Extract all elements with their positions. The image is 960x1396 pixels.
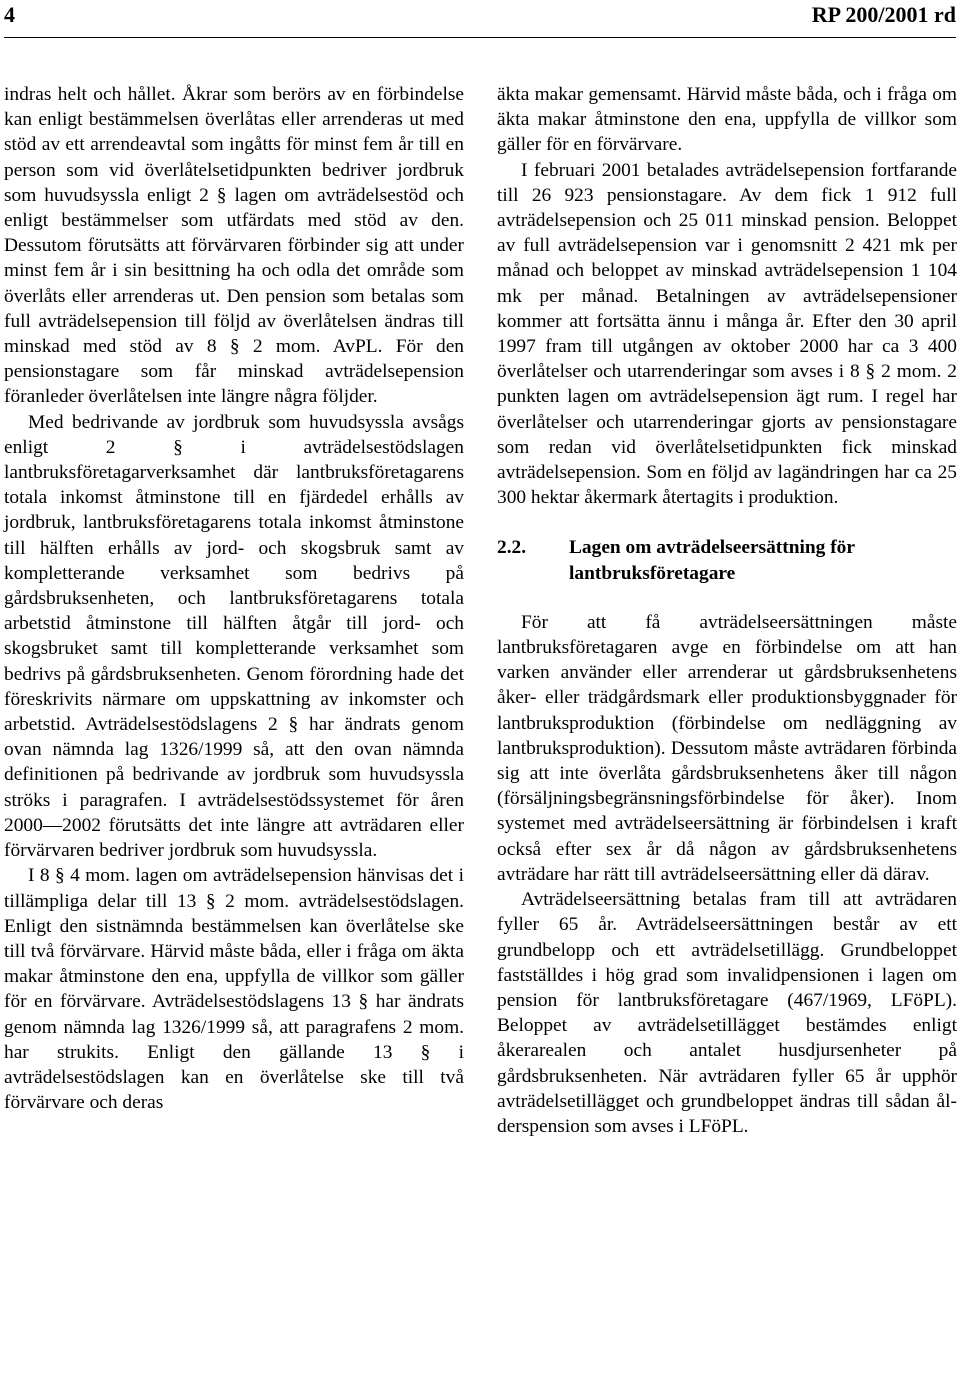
document-title: RP 200/2001 rd (811, 2, 956, 27)
section-title: Lagen om avträdelseersättning för lantbruksföretagare (569, 537, 855, 584)
body-paragraph: indras helt och hållet. Åkrar som berörs av en förbindelse kan enligt bestämmelsen överlåtas eller arrenderas ut med stöd av ett arrendeavtal som ingåtts för minst fem år till en person som vid överlåtelsetidpunkten bedriver jordbruk som huvudsyssla enligt 2 § lagen om avträdelsestöd och enligt bestämmelser som utfärdats med stöd av den. Dessutom förutsätts att förvärvaren förbinder sig att under minst fem år i sin besittning ha och odla det område som överlåts eller arrenderas ut. Den pension som betalas som full avträdelsepension till följd av överlåtelsen ändras till minskad med stöd av 8 § 2 mom. AvPL. För den pensionstagare som får minskad avträdelsepension föranleder överlåtelsen inte längre några följder. (4, 84, 464, 408)
section-number: 2.2. (497, 537, 527, 559)
body-paragraph: I 8 § 4 mom. lagen om avträdelsepension hänvisas det i tillämpliga delar till 13 § 2 mom. avträdelsestödslagen. Enligt den sistnämnda bestämmelsen kan överlåtelse ske till två förvärvare. Härvid måste båda, eller i fråga om äkta makar åtminstone den ena, uppfylla de villkor som gäller för en förvärvare. Avträdelsestödslagens 13 § har ändrats genom nämnda lag 1326/1999 så, att paragrafens 2 mom. har strukits. Enligt den gällande 13 § i avträdelsestödslagen kan en överlåtelse ske till två förvärvare och deras (4, 865, 464, 1114)
body-paragraph: För att få avträdelseersättningen måste lantbruksföretagaren avge en förbindelse om att han varken använder eller arrenderar ut gårdsbruksenhetens åker- eller trädgårdsmark eller produktionsbyggnader för lantbruksproduktion (förbindelse om nedläggning av lantbruksproduktion). Dessutom måste avträdaren förbinda sig att inte överlåta gårdsbruksenhetens åker till någon (försäljningsbegränsningsförbindelse för åker). Inom systemet med avträdelseersättning är förbindelsen i kraft också efter sex år då någon av gårdsbruksenhetens avträdare har rätt till avträdelseersättning eller dä därav. (497, 611, 957, 885)
body-paragraph: I februari 2001 betalades avträdelsepension fortfarande till 26 923 pensionstagare. Av dem fick 1 912 full avträdelsepension och 25 011 minskad pension. Beloppet av full avträdelsepension var i genomsnitt 2 421 mk per månad och beloppet av minskad avträdelsepension 1 104 mk per månad. Betalningen av avträdelsepensioner kommer att fortsätta ännu i många år. Efter den 30 april 1997 fram till utgången av oktober 2000 har ca 3 400 överlåtelser och utarrenderingar som avses i 8 § 2 mom. 2 punkten lagen om avträdelsepension ägt rum. I regel har överlåtelser och utarrenderingar gjorts av pensionstagare som redan vid överlåtelsetidpunkten fick minskad avträdelsepension. Som en följd av lagändringen har ca 25 300 hektar åkermark återtagits i produktion. (497, 159, 957, 509)
right-column (497, 82, 957, 1139)
left-column (4, 82, 464, 1115)
section-heading (497, 535, 957, 585)
page-number: 4 (4, 2, 15, 27)
body-paragraph: Avträdelseersättning betalas fram till att avträdaren fyller 65 år. Avträdelseersättningen består av ett grundbelopp och ett avträdelsetillägg. Grundbeloppet fastställdes i hög grad som invalidpensionen i lagen om pension för lantbruksföretagare (467/1969, LFöPL). Beloppet av avträdelsetillägget bestämdes enligt åkerarealen och antalet husdjursenheter på gårdsbruksenheten. När avträdaren fyller 65 år upphör avträdelsetillägget och grundbeloppet ändras till sådan ålderspension som avses i LFöPL. (497, 889, 957, 1137)
body-paragraph: Med bedrivande av jordbruk som huvudsyssla avsågs enligt 2 § i avträdelsestödslagen lantbruksföretagarverksamhet där lantbruksföretagarens totala inkomst åtminstone till en fjärdedel erhålls av jordbruk, lantbruksföretagarens totala inkomst åtminstone till hälften erhålls av jord- och skogsbruk samt av kompletterande verksamhet som bedrivs på gårdsbruksenheten, och lantbruksföretagarens totala arbetstid åtminstone till hälften åtgår till jord- och skogsbruket samt till kompletterande verksamhet som bedrivs på gårdsbruksenheten. Genom förordning hade det föreskrivits närmare om uppskattning av inkomster och arbetstid. Avträdelsestödslagens 2 § har ändrats genom ovan nämnda lag 1326/1999 så, att den ovan nämnda definitionen på bedrivande av jordbruk som huvudsyssla ströks i paragrafen. I avträdelsestödssystemet för åren 2000—2002 förutsätts det inte längre att avträdaren eller förvärvaren bedriver jordbruk som huvudsyssla. (4, 411, 464, 862)
header-rule (4, 37, 956, 38)
body-paragraph: äkta makar gemensamt. Härvid måste båda, och i fråga om äkta makar åtminstone den ena, uppfylla de villkor som gäller för en förvärvare. (497, 84, 957, 156)
